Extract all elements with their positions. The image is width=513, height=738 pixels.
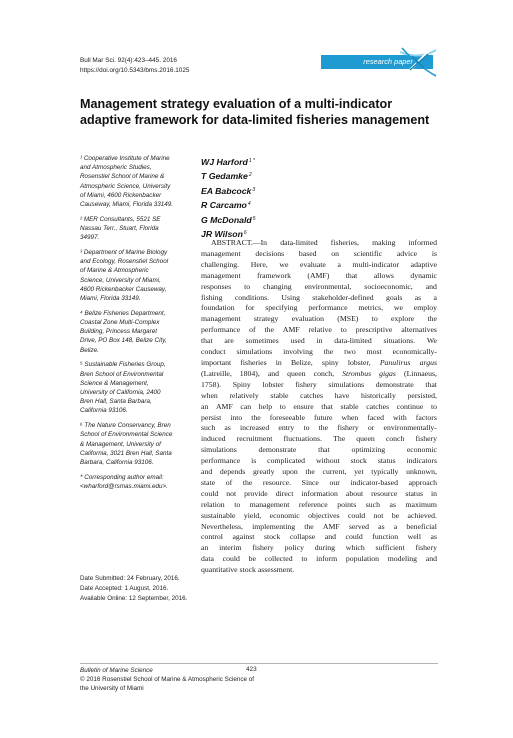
- date-online: Available Online: 12 September, 2016.: [80, 595, 188, 602]
- affiliations: [80, 154, 198, 497]
- affiliation-line: California 93106.: [80, 407, 128, 415]
- page-number: 423: [246, 666, 257, 673]
- abstract-line: challenging. Here, we evaluate a multi-indicator adaptive: [201, 259, 437, 269]
- abstract-line: simulations demonstrate that optimizing economic: [201, 445, 437, 455]
- abstract-line: management framework (AMF) that allows dynamic: [201, 270, 437, 280]
- abstract-line: Nevertheless, implementing the AMF served as a beneficial: [201, 521, 437, 531]
- abstract-line: and depends greatly upon the current, yet typically unknown,: [201, 467, 437, 477]
- author-name: T Gedamke: [201, 171, 248, 182]
- abstract-line: ABSTRACT.—In data-limited fisheries, making informed: [211, 238, 437, 247]
- citation-doi-link[interactable]: https://doi.org/10.5343/bms.2016.1025: [80, 67, 190, 74]
- abstract-line: performance is complicated without stock status indicators: [201, 456, 437, 466]
- affiliation-line: ⁴ Belize Fisheries Department,: [80, 309, 166, 317]
- abstract-line: conduct simulations involving the two most economically-: [201, 347, 437, 357]
- affiliation-line: and Atmospheric Studies,: [80, 164, 152, 172]
- affiliation-item: [80, 421, 198, 467]
- affiliation-line: Bren Hall, Santa Barbara,: [80, 398, 152, 406]
- abstract-line: an AMF can help to ensure that stable catches continue to: [201, 401, 437, 411]
- affiliation-line: ¹ Cooperative Institute of Marine: [80, 155, 170, 162]
- abstract-line: performance of the AMF relative to prescriptive alternatives: [201, 325, 437, 335]
- abstract-line: could not provide direct information about resource status in: [201, 488, 437, 498]
- affiliation-line: School of Environmental Science: [80, 431, 173, 439]
- section-banner-label: research paper: [363, 57, 413, 66]
- affiliation-item: [80, 360, 198, 415]
- affiliation-line: Belize.: [80, 346, 99, 354]
- affiliation-line: Barbara, California 93106.: [80, 459, 154, 467]
- author-affiliation-mark: 4: [247, 201, 251, 208]
- abstract-line: control against stock collapse and could function well as: [201, 532, 437, 542]
- author-name: G McDonald: [201, 214, 252, 225]
- footer-copyright: the University of Miami: [80, 684, 144, 692]
- affiliation-line: ³ Department of Marine Biology: [80, 249, 168, 257]
- affiliation-line: ⁵ Sustainable Fisheries Group,: [80, 361, 166, 369]
- affiliation-item: [80, 215, 198, 243]
- abstract-line: management decisions based on scientific advice is: [201, 248, 437, 258]
- affiliation-line: and Ecology, Rosenstiel School: [80, 258, 169, 266]
- author-name: JR Wilson: [201, 229, 243, 240]
- affiliation-line: Coastal Zone Multi-Complex: [80, 319, 160, 327]
- corresponding-email-link[interactable]: <wharford@rsmas.miami.edu>.: [80, 483, 168, 491]
- abstract-line: foundation for specifying performance metrics, we employ: [201, 303, 437, 313]
- author-item: [201, 213, 255, 227]
- date-accepted: Date Accepted: 1 August, 2016.: [80, 585, 169, 592]
- author-item: [201, 198, 255, 212]
- author-affiliation-mark: 1 *: [248, 158, 255, 164]
- author-name: R Carcamo: [201, 200, 247, 211]
- affiliation-line: * Corresponding author email:: [80, 473, 164, 481]
- abstract-line: quantitative stock assessment.: [201, 565, 295, 575]
- affiliation-line: 4600 Rickenbacker Causeway,: [80, 285, 167, 293]
- affiliation-line: Science & Management,: [80, 379, 149, 387]
- abstract-line: persist into the foreseeable future when faced with factors: [201, 412, 437, 422]
- footer-journal-name: Bulletin of Marine Science: [80, 667, 153, 674]
- abstract-line: data could be collected to inform population modeling and: [201, 554, 437, 564]
- abstract-line: responses to changing environmental, socioeconomic, and: [201, 281, 437, 291]
- affiliation-line: Science, University of Miami,: [80, 276, 161, 284]
- abstract-line: (Latreille, 1804), and queen conch, Strombus gigas (Linnaeus,: [201, 368, 437, 378]
- abstract-line: an interim fishery policy during which sufficient fishery: [201, 543, 437, 553]
- affiliation-line: of Miami, 4600 Rickenbacker: [80, 191, 162, 199]
- author-item: [201, 155, 255, 169]
- author-affiliation-mark: 3: [252, 186, 256, 193]
- affiliation-line: Bren School of Environmental: [80, 370, 164, 378]
- affiliation-line: Rosenstiel School of Marine &: [80, 173, 165, 181]
- abstract-line: important fisheries in Belize, spiny lobster, Panulirus argus: [201, 357, 437, 367]
- affiliation-line: California, 3021 Bren Hall, Santa: [80, 449, 172, 457]
- affiliation-line: & Management, University of: [80, 440, 161, 448]
- affiliation-line: Atmospheric Science, University: [80, 182, 171, 190]
- date-submitted: Date Submitted: 24 February, 2016.: [80, 575, 180, 582]
- abstract-line: 1758). Spiny lobster fishery simulations demonstrate that: [201, 379, 437, 389]
- abstract-line: management strategy evaluation (MSE) to explore the: [201, 314, 437, 324]
- abstract-line: sustainable yield, economic objectives could not be achieved.: [201, 510, 437, 520]
- author-item: [201, 184, 255, 198]
- title-line: Management strategy evaluation of a multi-indicator: [80, 97, 393, 111]
- abstract-line: that are sometimes used in data-limited situations. We: [201, 336, 437, 346]
- footer-divider: [80, 663, 438, 664]
- affiliation-line: University of California, 2400: [80, 389, 161, 397]
- corresponding-author: [80, 473, 198, 491]
- author-list: [201, 155, 255, 241]
- abstract-line: such as increased entry to the fishery or environmentally-: [201, 423, 437, 433]
- author-affiliation-mark: 6: [243, 230, 247, 237]
- affiliation-line: ² MER Consultants, 5521 SE: [80, 215, 161, 223]
- abstract-line: state of the resource. Since our indicator-based approach: [201, 477, 437, 487]
- affiliation-line: Building, Princess Margaret: [80, 328, 157, 336]
- author-affiliation-mark: 5: [252, 215, 256, 222]
- affiliation-line: ⁶ The Nature Conservancy, Bren: [80, 422, 171, 430]
- abstract-line: induced recruitment fluctuations. The queen conch fishery: [201, 434, 437, 444]
- author-affiliation-mark: 2: [248, 172, 252, 179]
- abstract-line: when relatively stable catches have historically persisted,: [201, 390, 437, 400]
- abstract: [201, 238, 437, 576]
- author-name: WJ Harford: [201, 157, 248, 167]
- affiliation-line: Causeway, Miami, Florida 33149.: [80, 201, 173, 209]
- article-dates: [80, 574, 187, 604]
- affiliation-line: Miami, Florida 33149.: [80, 295, 141, 303]
- affiliation-line: of Marine & Atmospheric: [80, 267, 149, 275]
- author-name: EA Babcock: [201, 185, 252, 196]
- affiliation-line: 34997.: [80, 234, 100, 242]
- affiliation-item: [80, 248, 198, 303]
- abstract-line: fishing conditions. Using stakeholder-defined goals as a: [201, 292, 437, 302]
- footer-copyright: © 2016 Rosenstiel School of Marine & Atmospheric Science of: [80, 675, 255, 683]
- affiliation-item: [80, 309, 198, 355]
- title-line: adaptive framework for data-limited fisheries management: [80, 113, 430, 127]
- affiliation-item: [80, 154, 198, 209]
- article-title: [80, 96, 440, 128]
- affiliation-line: Drive, PO Box 148, Belize City,: [80, 337, 167, 345]
- footer: [80, 667, 254, 693]
- journal-logo-icon: [398, 46, 438, 80]
- affiliation-line: Nassau Terr., Stuart, Florida: [80, 225, 159, 233]
- author-item: [201, 169, 255, 183]
- citation-journal: Bull Mar Sci. 92(4):423–445. 2016: [80, 57, 177, 64]
- citation: [80, 56, 189, 76]
- abstract-line: relation to management reference points such as maximum: [201, 499, 437, 509]
